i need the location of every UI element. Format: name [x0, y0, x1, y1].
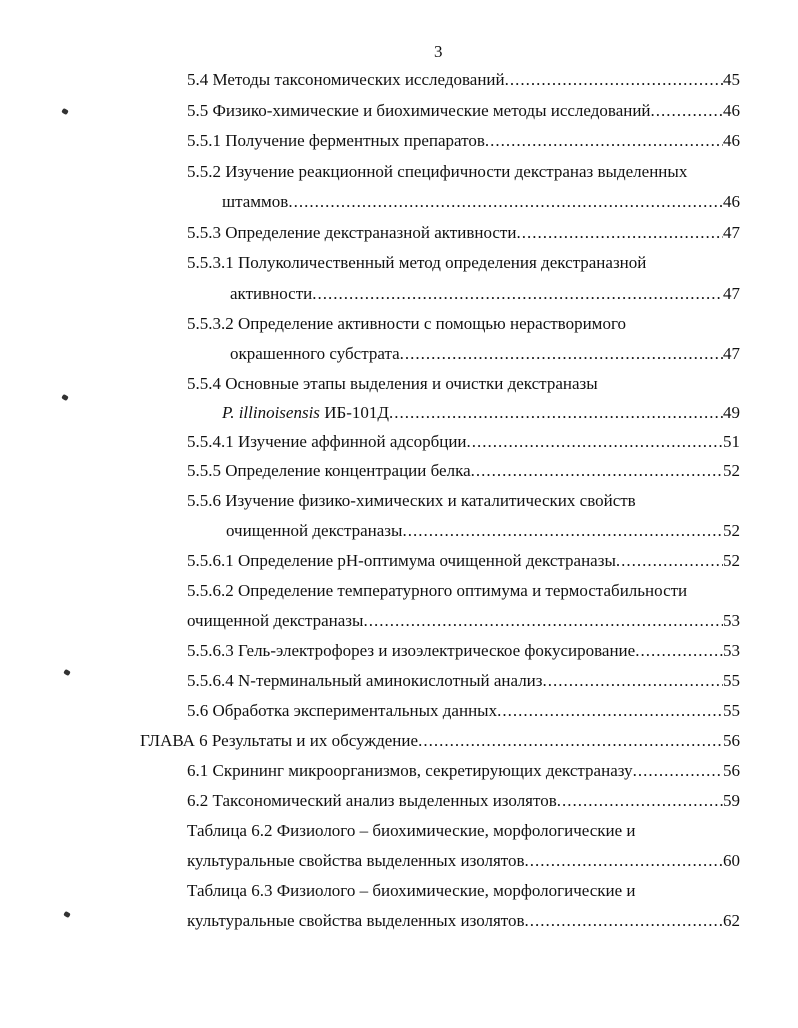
- scan-speck: [63, 669, 71, 676]
- toc-entry: [222, 191, 740, 213]
- toc-page-number: 52: [723, 551, 740, 570]
- toc-page-number: 51: [723, 432, 740, 451]
- toc-entry-title: активности: [230, 284, 313, 303]
- toc-entry: [187, 490, 740, 512]
- toc-entry-title: очищенной декстраназы: [226, 521, 403, 540]
- toc-entry-title: 5.5.6.2 Определение температурного оптимума и термостабильности: [187, 581, 688, 600]
- toc-entry-title: 5.5.4 Основные этапы выделения и очистки декстраназы: [187, 374, 598, 393]
- toc-entry-text: ИБ-101Д: [319, 403, 389, 422]
- dot-leader: [616, 550, 723, 572]
- toc-entry: [187, 460, 740, 482]
- dot-leader: [525, 850, 723, 872]
- page-number: 3: [434, 42, 443, 61]
- toc-entry-title: 5.5.1 Получение ферментных препаратов: [187, 131, 485, 150]
- scan-speck: [63, 911, 71, 918]
- dot-leader: [497, 700, 723, 722]
- dot-leader: [402, 520, 723, 542]
- toc-entry-title: 5.6 Обработка экспериментальных данных: [187, 701, 498, 720]
- dot-leader: [516, 222, 723, 244]
- toc-entry-title: 5.5.6.3 Гель-электрофорез и изоэлектрическое фокусирование: [187, 641, 636, 660]
- toc-entry: [187, 640, 740, 662]
- dot-leader: [418, 730, 723, 752]
- toc-entry: [187, 670, 740, 692]
- toc-entry-title: 5.5.6.4 N-терминальный аминокислотный анализ: [187, 671, 543, 690]
- toc-page-number: 49: [723, 403, 740, 422]
- dot-leader: [312, 283, 723, 305]
- toc-entry: [187, 252, 740, 274]
- toc-page-number: 53: [723, 641, 740, 660]
- toc-entry: [187, 130, 740, 152]
- toc-page-number: 53: [723, 611, 740, 630]
- toc-entry: [187, 760, 740, 782]
- dot-leader: [543, 670, 724, 692]
- toc-entry: [140, 730, 740, 752]
- toc-entry-title: 5.5.2 Изучение реакционной специфичности декстраназ выделенных: [187, 162, 688, 181]
- toc-entry-title: 6.2 Таксономический анализ выделенных изолятов: [187, 791, 557, 810]
- toc-page-number: 46: [723, 131, 740, 150]
- toc-entry: [187, 610, 740, 632]
- toc-entry-title: 5.5.4.1 Изучение аффинной адсорбции: [187, 432, 467, 451]
- toc-entry-title: 5.5.3.1 Полуколичественный метод определения декстраназной: [187, 253, 647, 272]
- toc-entry-title: 5.5.6.1 Определение pH-оптимума очищенной декстраназы: [187, 551, 616, 570]
- toc-entry-title: 5.5.3.2 Определение активности с помощью нерастворимого: [187, 314, 626, 333]
- dot-leader: [363, 610, 723, 632]
- toc-page-number: 55: [723, 701, 740, 720]
- toc-page-number: 47: [723, 223, 740, 242]
- toc-entry-title: 5.5 Физико-химические и биохимические методы исследований: [187, 101, 651, 120]
- toc-entry: [187, 550, 740, 572]
- toc-entry: [187, 69, 740, 91]
- toc-page-number: 56: [723, 731, 740, 750]
- toc-entry: [187, 790, 740, 812]
- toc-page-number: 46: [723, 101, 740, 120]
- toc-entry: [222, 402, 740, 424]
- toc-entry: [187, 880, 740, 902]
- toc-entry-title: 5.4 Методы таксономических исследований: [187, 70, 505, 89]
- dot-leader: [505, 69, 723, 91]
- dot-leader: [635, 640, 723, 662]
- toc-entry: [230, 343, 740, 365]
- scan-speck: [61, 108, 69, 115]
- toc-entry-title: 5.5.5 Определение концентрации белка: [187, 461, 471, 480]
- dot-leader: [557, 790, 723, 812]
- toc-page-number: 62: [723, 911, 740, 930]
- toc-entry: [187, 313, 740, 335]
- toc-page-number: 52: [723, 461, 740, 480]
- toc-entry: [230, 283, 740, 305]
- toc-entry-title: Таблица 6.3 Физиолого – биохимические, морфологические и: [187, 881, 636, 900]
- toc-entry: [187, 373, 740, 395]
- toc-entry-title: 5.5.6 Изучение физико-химических и каталитических свойств: [187, 491, 636, 510]
- toc-page-number: 59: [723, 791, 740, 810]
- toc-entry: [187, 161, 740, 183]
- dot-leader: [471, 460, 723, 482]
- scan-speck: [61, 394, 69, 401]
- toc-entry-title: культуральные свойства выделенных изолятов: [187, 851, 525, 870]
- toc-entry-title: 6.1 Скрининг микроорганизмов, секретирующих декстраназу: [187, 761, 633, 780]
- dot-leader: [525, 910, 723, 932]
- dot-leader: [288, 191, 723, 213]
- toc-entry: [187, 910, 740, 932]
- toc-entry-title: Таблица 6.2 Физиолого – биохимические, морфологические и: [187, 821, 636, 840]
- toc-page-number: 56: [723, 761, 740, 780]
- toc-page-number: 47: [723, 284, 740, 303]
- toc-entry-title: окрашенного субстрата: [230, 344, 400, 363]
- toc-entry-title: очищенной декстраназы: [187, 611, 364, 630]
- toc-entry: [187, 850, 740, 872]
- toc-entry: [187, 431, 740, 453]
- toc-entry-title: штаммов: [222, 192, 289, 211]
- dot-leader: [633, 760, 723, 782]
- dot-leader: [400, 343, 723, 365]
- toc-page-number: 60: [723, 851, 740, 870]
- toc-page-number: 55: [723, 671, 740, 690]
- toc-entry: [187, 100, 740, 122]
- toc-entry: [187, 700, 740, 722]
- toc-entry: [187, 580, 740, 602]
- dot-leader: [389, 402, 723, 424]
- toc-entry: [187, 222, 740, 244]
- dot-leader: [467, 431, 723, 453]
- toc-entry-title: [222, 402, 389, 424]
- toc-entry: [226, 520, 740, 542]
- toc-page-number: 45: [723, 70, 740, 89]
- dot-leader: [651, 100, 723, 122]
- toc-page-number: 46: [723, 192, 740, 211]
- toc-entry: [187, 820, 740, 842]
- toc-entry-title: культуральные свойства выделенных изолятов: [187, 911, 525, 930]
- toc-entry-title: 5.5.3 Определение декстраназной активности: [187, 223, 517, 242]
- dot-leader: [485, 130, 723, 152]
- toc-entry-italic: P. illinoisensis: [222, 403, 320, 422]
- toc-page-number: 52: [723, 521, 740, 540]
- toc-entry-title: ГЛАВА 6 Результаты и их обсуждение: [140, 731, 419, 750]
- toc-page-number: 47: [723, 344, 740, 363]
